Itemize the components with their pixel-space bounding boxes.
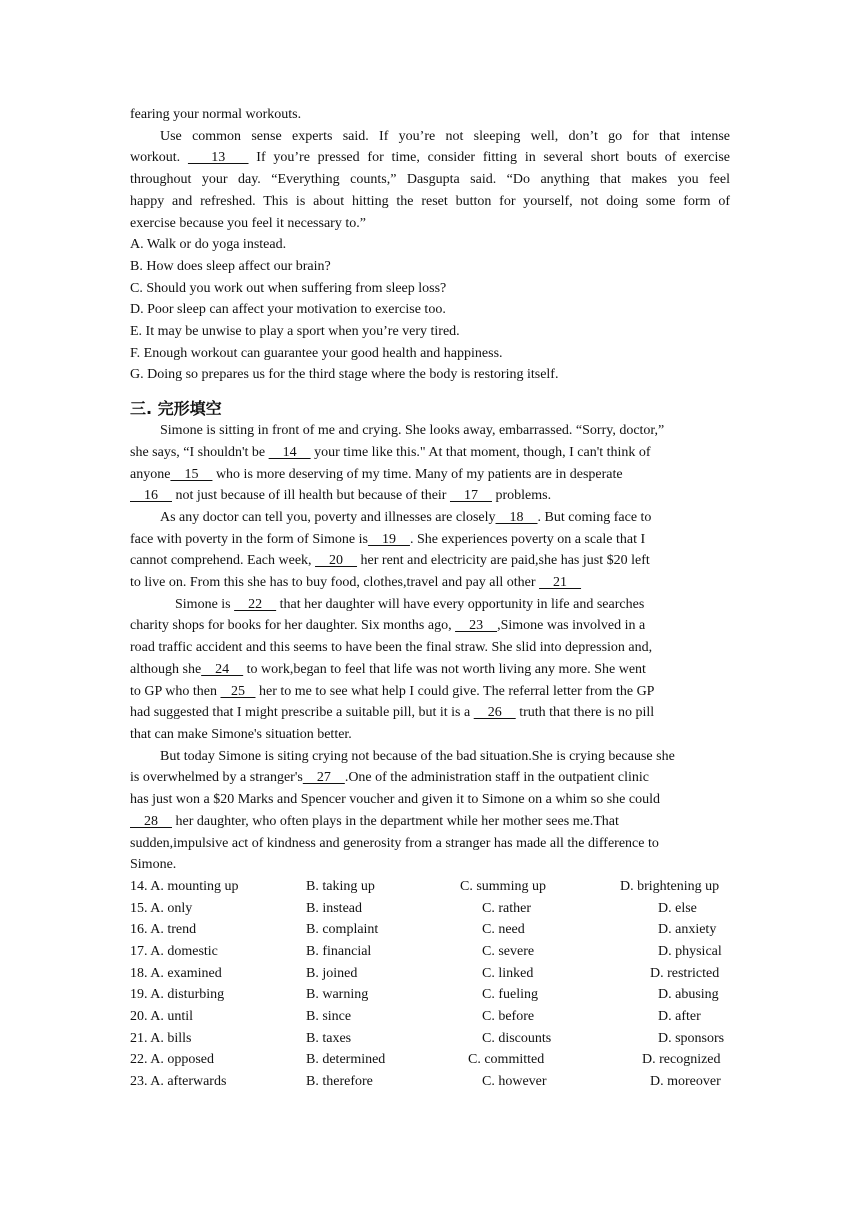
text-span: your time like this." At that moment, though, I can't think of	[310, 444, 651, 460]
choice-a: 21. A. bills	[130, 1030, 192, 1046]
choice-d: D. brightening up	[620, 878, 720, 894]
choice-b: B. therefore	[306, 1074, 373, 1090]
choice-d: D. else	[658, 900, 697, 916]
choice-a: 19. A. disturbing	[130, 987, 225, 1003]
option-c: C. Should you work out when suffering from sleep loss?	[130, 280, 447, 296]
blank-19: 19	[367, 531, 410, 547]
text-span: her rent and electricity are paid,she has just $20 left	[357, 553, 650, 569]
choice-b: B. taking up	[306, 878, 375, 894]
document-page	[130, 104, 730, 1093]
choice-c: C. before	[482, 1009, 535, 1025]
option-b: B. How does sleep affect our brain?	[130, 258, 331, 274]
blank-16: 16	[130, 488, 172, 504]
text-span: . She experiences poverty on a scale that I	[409, 531, 646, 547]
text-line: sudden,impulsive act of kindness and generosity from a stranger has made all the difference to	[130, 835, 659, 851]
blank-21: 21	[539, 575, 582, 591]
choice-b: B. warning	[306, 987, 369, 1003]
text-span: had suggested that I might prescribe a suitable pill, but it is a	[130, 705, 474, 721]
text-line	[130, 811, 730, 833]
text-span: her to me to see what help I could give. The referral letter from the GP	[255, 683, 655, 699]
blank-26: 26	[473, 705, 516, 721]
blank-28: 28	[130, 813, 172, 829]
choice-b: B. instead	[306, 900, 362, 916]
choice-row-17	[130, 941, 730, 963]
choice-c: C. linked	[482, 965, 534, 981]
text-line	[130, 464, 730, 486]
text-span: . But coming face to	[537, 509, 652, 525]
blank-14: 14	[268, 444, 311, 460]
choice-a: 22. A. opposed	[130, 1052, 214, 1068]
blank-25: 25	[220, 683, 256, 699]
choice-row-20	[130, 1006, 730, 1028]
choice-row-23	[130, 1071, 730, 1093]
option-e: E. It may be unwise to play a sport when you’re very tired.	[130, 324, 460, 340]
choice-b: B. since	[306, 1009, 352, 1025]
text-line: Simone is sitting in front of me and crying. She looks away, embarrassed. “Sorry, doctor,”	[160, 423, 665, 439]
choice-a: 18. A. examined	[130, 965, 222, 981]
choice-b: B. taxes	[306, 1030, 352, 1046]
choice-a: 23. A. afterwards	[130, 1074, 227, 1090]
text-span: face with poverty in the form of Simone is	[130, 531, 368, 547]
choice-c: C. committed	[468, 1052, 545, 1068]
choice-a: 17. A. domestic	[130, 943, 218, 959]
blank-23: 23	[455, 618, 498, 634]
text-line: fearing your normal workouts.	[130, 107, 302, 122]
text-span: workout.	[130, 150, 188, 166]
choice-d: D. physical	[658, 943, 722, 959]
option-g: G. Doing so prepares us for the third stage where the body is restoring itself.	[130, 367, 559, 383]
choice-row-19	[130, 984, 730, 1006]
choice-c: C. discounts	[482, 1030, 552, 1046]
text-span: to live on. From this she has to buy food, clothes,travel and pay all other	[130, 575, 540, 591]
text-line	[130, 572, 730, 594]
text-line	[130, 507, 730, 529]
text-line	[130, 615, 730, 637]
text-span: charity shops for books for her daughter. Six months ago,	[130, 618, 456, 634]
text-line: exercise because you feel it necessary to.”	[130, 215, 366, 231]
text-span: who is more deserving of my time. Many of my patients are in desperate	[212, 466, 623, 482]
text-line	[130, 767, 730, 789]
text-span: she says, “I shouldn't be	[130, 444, 269, 460]
choice-c: C. fueling	[482, 987, 538, 1003]
text-line	[130, 442, 730, 464]
choice-d: D. abusing	[658, 987, 719, 1003]
text-span: ,Simone was involved in a	[497, 618, 646, 634]
text-line	[130, 681, 730, 703]
text-line	[130, 147, 730, 169]
choice-c: C. summing up	[460, 878, 546, 894]
text-line	[130, 529, 730, 551]
blank-27: 27	[302, 770, 345, 786]
blank-24: 24	[201, 661, 244, 677]
option-a: A. Walk or do yoga instead.	[130, 237, 287, 253]
blank-20: 20	[315, 553, 358, 569]
blank-18: 18	[495, 509, 538, 525]
text-span: anyone	[130, 466, 171, 482]
text-line	[130, 702, 730, 724]
text-span: not just because of ill health but because of their	[172, 488, 450, 504]
text-line: has just won a $20 Marks and Spencer voucher and given it to Simone on a whim so she could	[130, 792, 660, 808]
choice-c: C. need	[482, 922, 525, 938]
text-span: Simone is	[175, 596, 235, 612]
text-span: is overwhelmed by a stranger's	[130, 770, 303, 786]
choice-c: C. however	[482, 1074, 547, 1090]
choice-b: B. financial	[306, 943, 372, 959]
choice-d: D. anxiety	[658, 922, 717, 938]
section-heading: 三. 完形填空	[130, 399, 222, 419]
text-line: Use common sense experts said. If you’re not sleeping well, don’t go for that intense	[160, 128, 730, 144]
text-span: cannot comprehend. Each week,	[130, 553, 316, 569]
choice-d: D. sponsors	[658, 1030, 725, 1046]
choice-b: B. determined	[306, 1052, 386, 1068]
choice-a: 15. A. only	[130, 900, 193, 916]
choice-b: B. complaint	[306, 922, 379, 938]
choice-d: D. recognized	[642, 1052, 721, 1068]
choice-d: D. after	[658, 1009, 701, 1025]
text-line: road traffic accident and this seems to have been the final straw. She slid into depression and,	[130, 640, 653, 656]
text-line: But today Simone is siting crying not because of the bad situation.She is crying because she	[160, 748, 675, 764]
option-f: F. Enough workout can guarantee your good health and happiness.	[130, 345, 503, 361]
text-span: to work,began to feel that life was not worth living any more. She went	[243, 661, 646, 677]
text-line	[130, 550, 730, 572]
text-span: If you’re pressed for time, consider fitting in several short bouts of exercise	[248, 150, 731, 166]
choice-d: D. restricted	[650, 965, 720, 981]
text-line	[130, 485, 730, 507]
option-d: D. Poor sleep can affect your motivation to exercise too.	[130, 302, 446, 318]
choice-row-22	[130, 1049, 730, 1071]
choice-row-16	[130, 919, 730, 941]
text-span: .One of the administration staff in the outpatient clinic	[344, 770, 649, 786]
text-span: truth that there is no pill	[515, 705, 655, 721]
choice-c: C. rather	[482, 900, 531, 916]
choice-row-21	[130, 1028, 730, 1050]
text-line: happy and refreshed. This is about hitting the reset button for yourself, not doing some form of	[130, 193, 730, 209]
choice-row-18	[130, 963, 730, 985]
choice-row-14	[130, 876, 730, 898]
text-line	[130, 594, 730, 616]
text-span: As any doctor can tell you, poverty and illnesses are closely	[160, 509, 496, 525]
blank-15: 15	[170, 466, 213, 482]
blank-22: 22	[234, 596, 277, 612]
text-span: her daughter, who often plays in the department while her mother sees me.That	[172, 813, 619, 829]
text-span: although she	[130, 661, 202, 677]
choice-a: 16. A. trend	[130, 922, 197, 938]
text-line: Simone.	[130, 857, 177, 873]
text-line: that can make Simone's situation better.	[130, 726, 352, 742]
choice-d: D. moreover	[650, 1074, 721, 1090]
blank-13: 13	[187, 150, 249, 166]
text-line	[130, 659, 730, 681]
text-span: to GP who then	[130, 683, 221, 699]
choice-a: 14. A. mounting up	[130, 878, 239, 894]
text-span: that her daughter will have every opportunity in life and searches	[276, 596, 645, 612]
text-line: throughout your day. “Everything counts,” Dasgupta said. “Do anything that makes you feel	[130, 172, 730, 188]
blank-17: 17	[449, 488, 492, 504]
choice-c: C. severe	[482, 943, 535, 959]
choice-a: 20. A. until	[130, 1009, 194, 1025]
choice-row-15	[130, 898, 730, 920]
text-span: problems.	[491, 488, 552, 504]
choice-b: B. joined	[306, 965, 358, 981]
